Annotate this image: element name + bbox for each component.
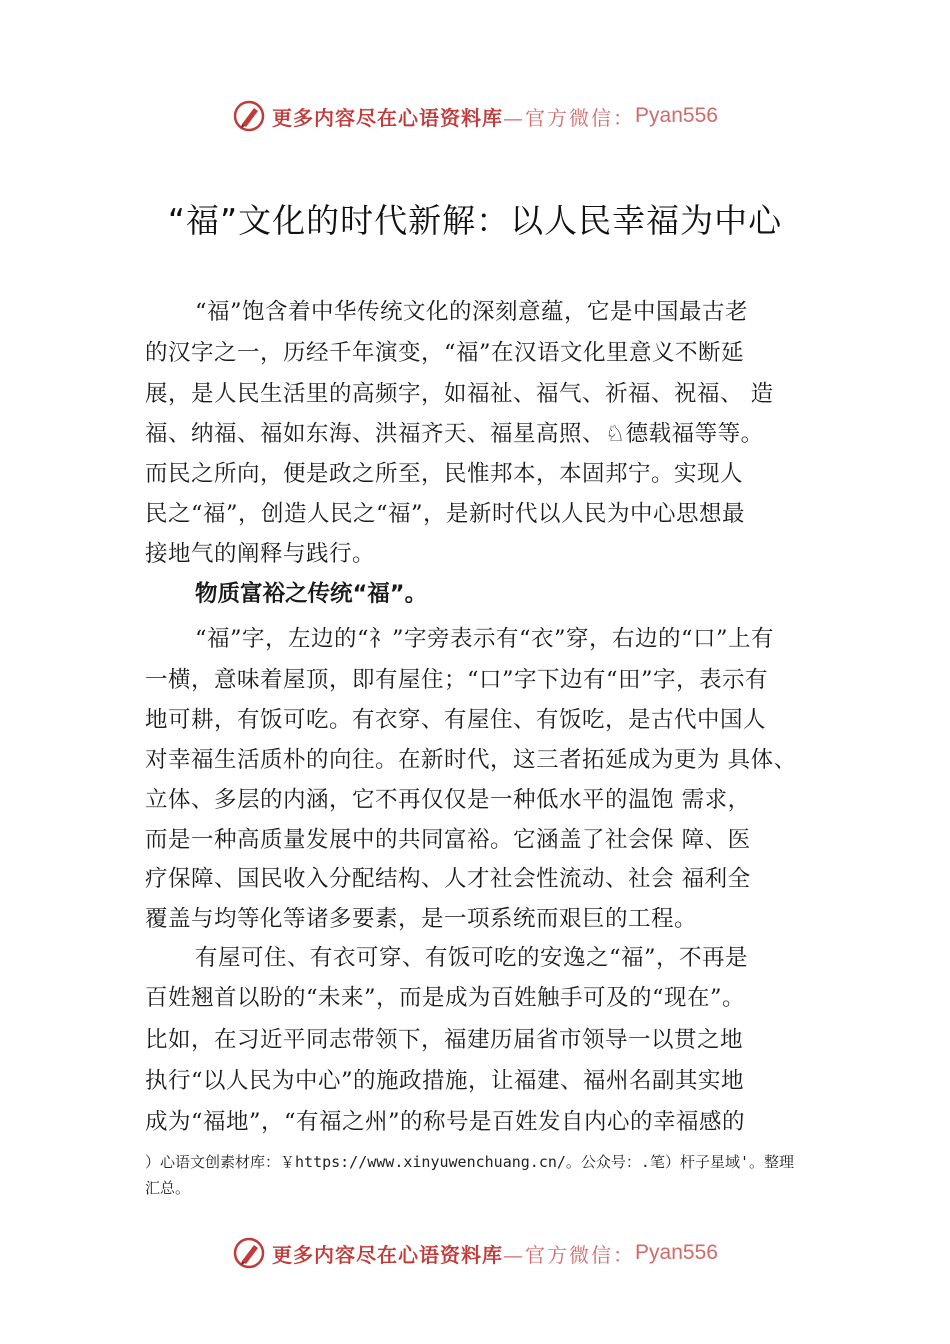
banner-main-text: 更多内容尽在心语资料库 — [272, 1242, 504, 1267]
para1-line: 的汉字之一，历经千年演变，“福”在汉语文化里意义不断延 — [145, 340, 745, 366]
document-title: “福”文化的时代新解：以人民幸福为中心 — [167, 201, 783, 240]
para2-line: 覆盖与均等化等诸多要素，是一项系统而艰巨的工程。 — [145, 906, 698, 932]
para3-line: 比如，在习近平同志带领下，福建历届省市领导一以贯之地 — [145, 1027, 744, 1053]
para1-line: 而民之所向，便是政之所至，民惟邦本，本固邦宁。实现人 — [145, 461, 744, 487]
para2-line: “福”字，左边的“礻”字旁表示有“衣”穿，右边的“口”上有 — [195, 626, 775, 652]
para1-line: 展，是人民生活里的高频字，如福祉、福气、祈福、祝福、 造 — [145, 381, 774, 407]
header-banner — [0, 96, 950, 136]
footer-banner — [0, 1233, 950, 1273]
banner-main-text: 更多内容尽在心语资料库 — [272, 105, 504, 130]
para3-line: 有屋可住、有衣可穿、有饭可吃的安逸之“福”，不再是 — [195, 945, 749, 971]
footnote-line: ）心语文创素材库：￥https://www.xinyuwenchuang.cn/。公众号：.笔）杆子星域'。整理 — [145, 1153, 794, 1171]
banner-sub-text: —官方微信： — [503, 105, 636, 130]
para3-line: 百姓翘首以盼的“未来”，而是成为百姓触手可及的“现在”。 — [145, 985, 746, 1011]
para2-line: 疗保障、国民收入分配结构、人才社会性流动、社会 福利全 — [145, 866, 751, 892]
banner-sub-text: —官方微信： — [503, 1242, 636, 1267]
para2-line: 立体、多层的内涵，它不再仅仅是一种低水平的温饱 需求， — [145, 787, 751, 813]
para1-line: 福、纳福、福如东海、洪福齐天、福星高照、♘德载福等等。 — [145, 421, 764, 447]
para3-line: 成为“福地”，“有福之州”的称号是百姓发自内心的幸福感的 — [145, 1109, 746, 1135]
para2-line: 对幸福生活质朴的向往。在新时代，这三者拓延成为更为 具体、 — [145, 747, 797, 773]
pen-circle-logo-icon — [232, 99, 266, 133]
para2-line: 一横，意味着屋顶，即有屋住；“口”字下边有“田”字，表示有 — [145, 667, 769, 693]
para1-line: “福”饱含着中华传统文化的深刻意蕴，它是中国最古老 — [195, 299, 749, 325]
para3-line: 执行“以人民为中心”的施政措施，让福建、福州名副其实地 — [145, 1068, 745, 1094]
banner-wechat-id: Pyan556 — [635, 1241, 718, 1264]
para1-line: 民之“福”，创造人民之“福”，是新时代以人民为中心思想最 — [145, 501, 746, 527]
pen-circle-logo-icon — [232, 1236, 266, 1270]
para2-line: 而是一种高质量发展中的共同富裕。它涵盖了社会保 障、医 — [145, 827, 751, 853]
footnote-line: 汇总。 — [145, 1179, 191, 1197]
para2-line: 地可耕，有饭可吃。有衣穿、有屋住、有饭吃，是古代中国人 — [145, 707, 767, 733]
para1-line: 接地气的阐释与践行。 — [145, 541, 376, 567]
banner-wechat-id: Pyan556 — [635, 104, 718, 127]
section-heading: 物质富裕之传统“福”。 — [195, 581, 428, 607]
